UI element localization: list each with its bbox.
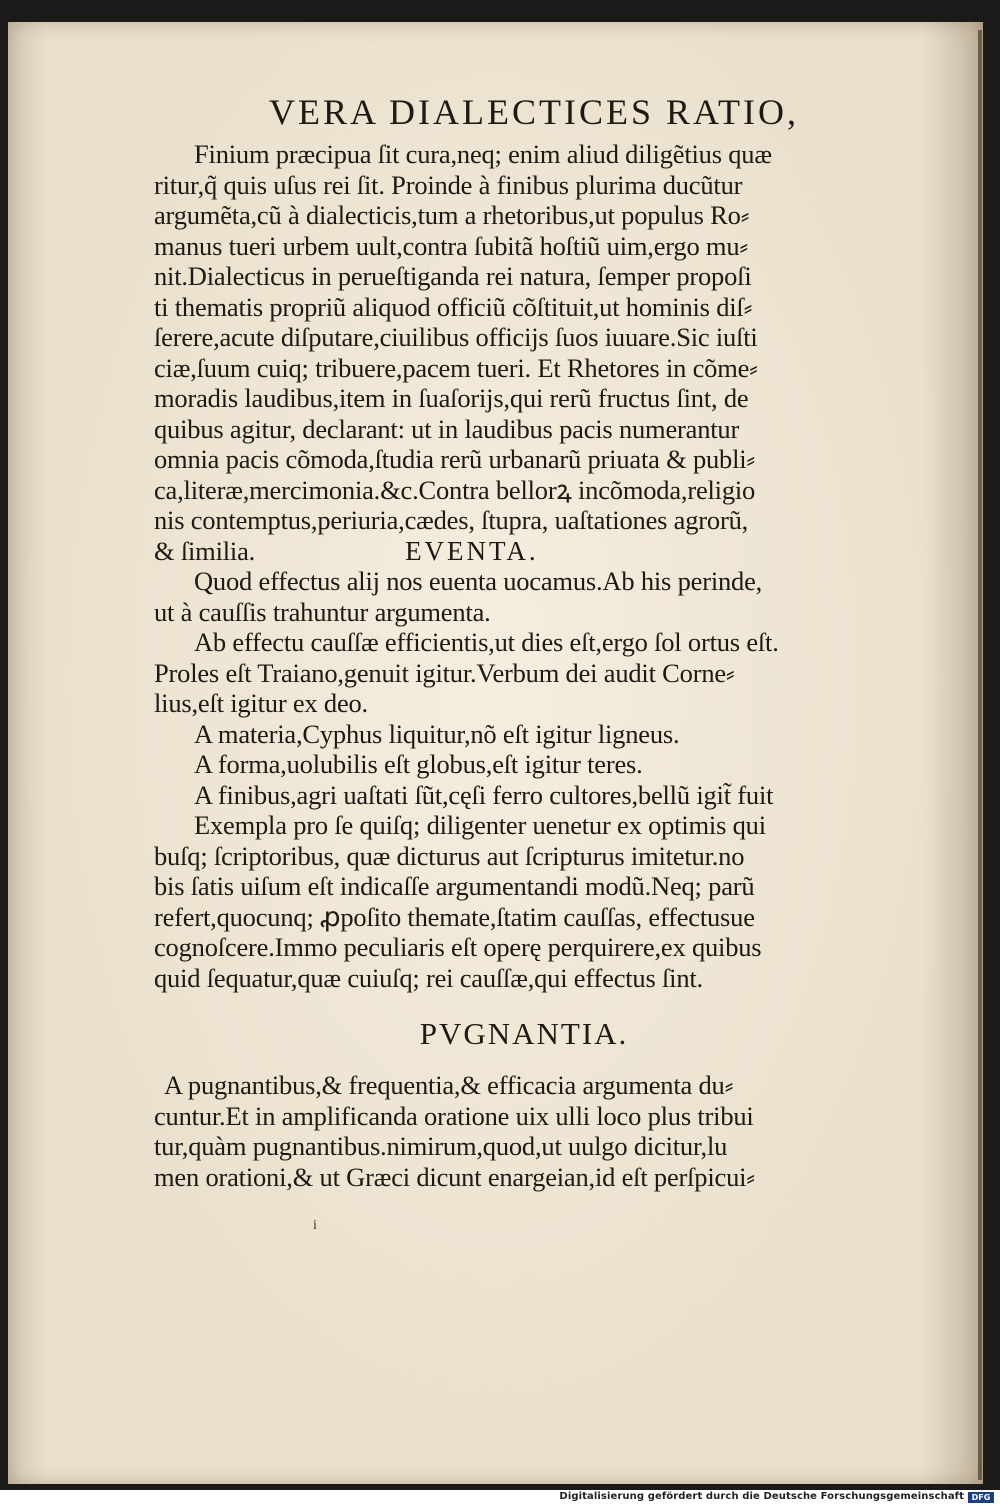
page-edge: [978, 30, 982, 1480]
example-line: A materia,Cyphus liquitur,nõ eſt igitur ligneus.: [194, 718, 680, 749]
footer-credit: Digitalisierung gefördert durch die Deutsche Forschungsgemeinschaft: [559, 1491, 964, 1502]
text-line: Quod effectus alij nos euenta uocamus.Ab his perinde,: [194, 566, 763, 596]
text-line: cognoſcere.Immo peculiaris eſt operę perquirere,ex quibus: [154, 932, 762, 962]
examples-list: [154, 719, 894, 811]
text-line: Proles eſt Traiano,genuit igitur.Verbum dei audit Corne⸗: [154, 657, 735, 688]
text-line-with-heading: [154, 536, 894, 567]
example-line: A forma,uolubilis eſt globus,eſt igitur teres.: [194, 749, 643, 779]
text-line: nit.Dialecticus in perueſtiganda rei natura, ſemper propoſi: [154, 261, 752, 291]
section-heading-eventa: EVENTA.: [405, 535, 539, 566]
text-line: Exempla pro ſe quiſq; diligenter uenetur ex optimis qui: [194, 810, 766, 840]
text-line: cuntur.Et in amplificanda oratione uix ulli loco plus tribui: [154, 1100, 754, 1131]
text-line: Ab effectu cauſſæ efficientis,ut dies eſt,ergo ſol ortus eſt.: [194, 627, 779, 657]
paragraph-exempla: [154, 810, 894, 993]
signature-mark: i: [313, 1218, 317, 1233]
text-line: nis contemptus,periuria,cædes, ſtupra, uaſtationes agrorũ,: [154, 505, 749, 535]
paragraph-ab-effectu: [154, 627, 894, 719]
paragraph-effectus: [154, 566, 894, 627]
text-line: bis ſatis uiſum eſt indicaſſe argumentandi modũ.Neq; parũ: [154, 871, 755, 901]
text-line: omnia pacis cõmoda,ſtudia rerũ urbanarũ priuata & publi⸗: [154, 444, 756, 474]
text-line: Finium præcipua ſit cura,neq; enim aliud diligẽtius quæ: [194, 139, 772, 169]
paragraph-finium: [154, 139, 894, 566]
dfg-logo-icon: DFG: [968, 1492, 994, 1503]
text-line: ca,literæ,mercimonia.&c.Contra bellorꝝ incõmoda,religio: [154, 474, 756, 505]
text-line: tur,quàm pugnantibus.nimirum,quod,ut uulgo dicitur,lu: [154, 1131, 728, 1162]
text-line: ciæ,ſuum cuiq; tribuere,pacem tueri. Et Rhetores in cõme⸗: [154, 352, 758, 383]
example-line: A finibus,agri uaſtati ſũt,cęſi ferro cultores,bellũ igit̃ fuit: [194, 779, 774, 810]
section-heading-pugnantia: PVGNANTIA.: [419, 1016, 629, 1051]
text-line: manus tueri urbem uult,contra ſubitã hoſtiũ uim,ergo mu⸗: [154, 230, 749, 261]
text-line: ſerere,acute diſputare,ciuilibus officijs ſuos iuuare.Sic iuſti: [154, 322, 758, 352]
text-line: quibus agitur, declarant: ut in laudibus pacis numerantur: [154, 413, 740, 444]
text-line: ut à cauſſis trahuntur argumenta.: [154, 596, 491, 627]
text-line: argumẽta,cũ à dialecticis,tum a rhetoribus,ut populus Ro⸗: [154, 200, 750, 230]
text-line: men orationi,& ut Græci dicunt enargeian,id eſt perſpicui⸗: [154, 1161, 755, 1192]
paragraph-pugnantia: [154, 1070, 894, 1192]
text-line: refert,quocunq; ꝓpoſito themate,ſtatim cauſſas, effectusue: [154, 901, 755, 932]
text-line: ritur,q̃ quis uſus rei ſit. Proinde à finibus plurima ducũtur: [154, 169, 743, 200]
running-head: VERA DIALECTICES RATIO,: [269, 92, 799, 132]
text-line: A pugnantibus,& frequentia,& efficacia argumenta du⸗: [164, 1070, 734, 1101]
text-line: lius,eſt igitur ex deo.: [154, 688, 368, 718]
text-line: quid ſequatur,quæ cuiuſq; rei cauſſæ,qui effectus ſint.: [154, 962, 703, 993]
page-text-block: [154, 90, 894, 1192]
text-line: ti thematis propriũ aliquod officiũ cõſtituit,ut hominis diſ⸗: [154, 291, 753, 322]
text-fragment: & ſimilia.: [154, 535, 256, 566]
text-line: buſq; ſcriptoribus, quæ dicturus aut ſcripturus imitetur.no: [154, 840, 745, 871]
text-line: moradis laudibus,item in ſuaſorijs,qui rerũ fructus ſint, de: [154, 383, 749, 413]
footer-bar: [0, 1490, 1000, 1506]
